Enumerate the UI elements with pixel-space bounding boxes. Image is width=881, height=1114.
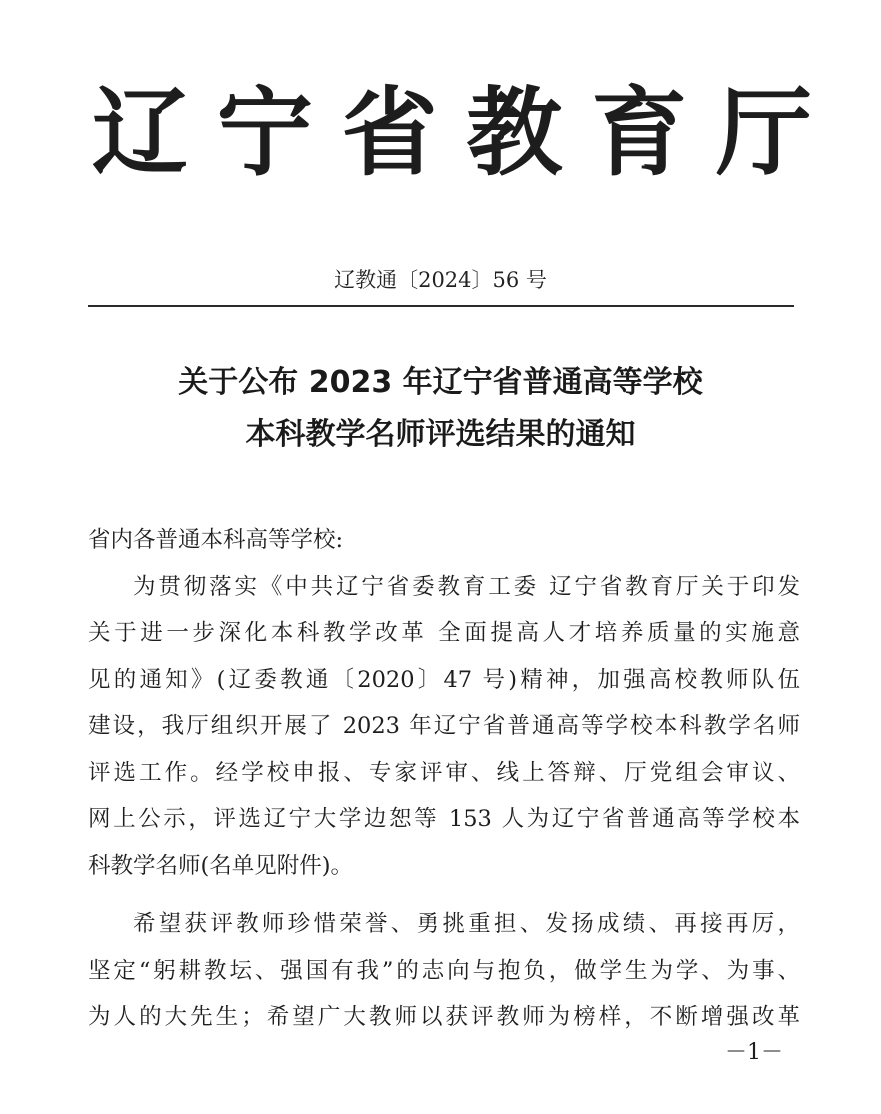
- header-divider: [88, 305, 794, 307]
- salutation: 省内各普通本科高等学校:: [88, 527, 344, 553]
- document-body: [88, 517, 800, 1041]
- paragraph-2: [88, 901, 800, 1041]
- agency-header-char: 辽: [92, 77, 188, 189]
- document-title: [0, 357, 881, 461]
- paragraph-line: 为人的大先生；希望广大教师以获评教师为榜样，不断增强改革: [88, 1004, 800, 1030]
- agency-header-char: 厅: [715, 77, 812, 189]
- paragraph-line: 为贯彻落实《中共辽宁省委教育工委 辽宁省教育厅关于印发: [133, 573, 800, 600]
- title-line-1: 关于公布 2023 年辽宁省普通高等学校: [178, 365, 703, 400]
- agency-header-char: 省: [341, 77, 438, 189]
- agency-header: [92, 78, 812, 188]
- agency-header-char: 教: [466, 77, 563, 189]
- paragraph-line: 希望获评教师珍惜荣誉、勇挑重担、发扬成绩、再接再厉，: [133, 911, 800, 937]
- page-number: －1－: [725, 1040, 783, 1065]
- document-number: 辽教通〔2024〕56 号: [334, 268, 547, 292]
- agency-header-char: 育: [591, 77, 688, 189]
- paragraph-line: 关于进一步深化本科教学改革 全面提高人才培养质量的实施意: [88, 620, 800, 646]
- paragraph-line: 网上公示，评选辽宁大学边恕等 153 人为辽宁省普通高等学校本: [88, 806, 800, 832]
- paragraph-line: 建设，我厅组织开展了 2023 年辽宁省普通高等学校本科教学名师: [88, 713, 800, 739]
- paragraph-line: 评选工作。经学校申报、专家评审、线上答辩、厅党组会审议、: [88, 759, 800, 786]
- paragraph-line: 坚定“躬耕教坛、强国有我”的志向与抱负，做学生为学、为事、: [88, 957, 800, 984]
- paragraph-1: [88, 564, 800, 890]
- agency-header-char: 宁: [216, 77, 313, 189]
- paragraph-line: 见的通知》(辽委教通〔2020〕47 号)精神，加强高校教师队伍: [88, 666, 800, 693]
- paragraph-line: 科教学名师(名单见附件)。: [88, 852, 354, 879]
- title-line-2: 本科教学名师评选结果的通知: [245, 417, 636, 452]
